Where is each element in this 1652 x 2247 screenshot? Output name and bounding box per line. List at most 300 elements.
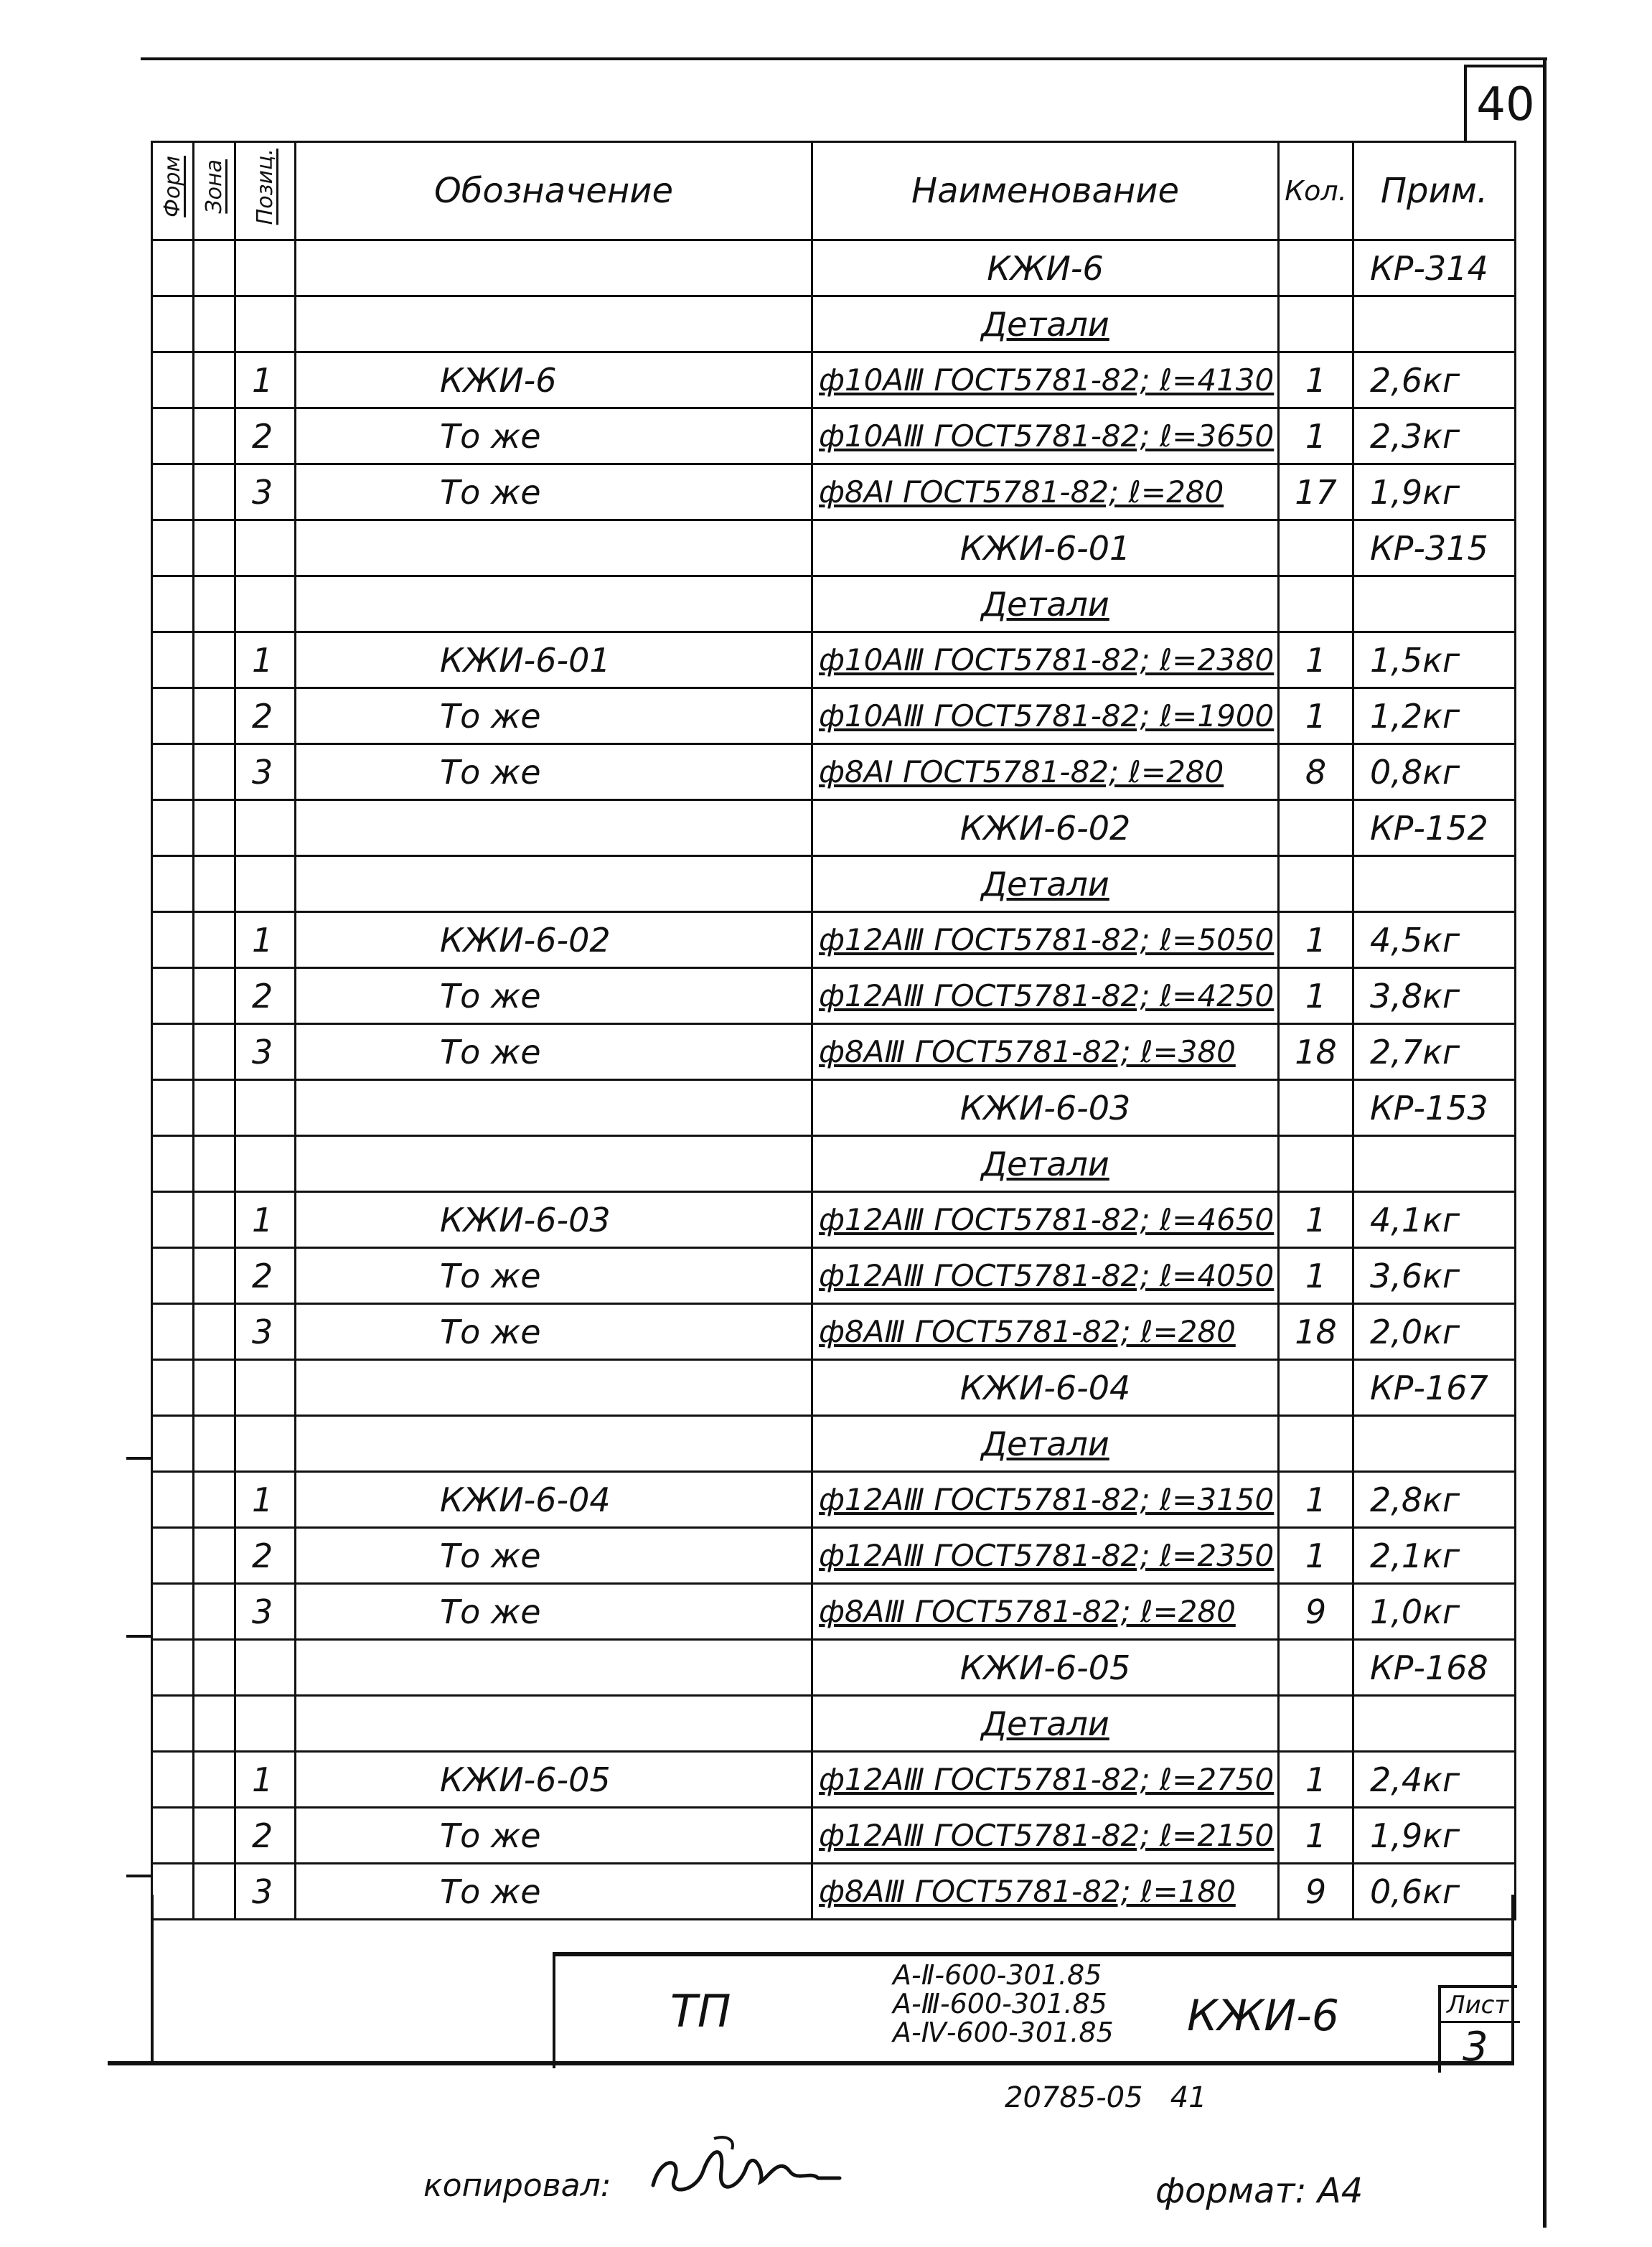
cell-qty	[1279, 968, 1353, 1024]
cell-position	[235, 352, 296, 408]
cell-note	[1353, 240, 1516, 296]
cell-qty	[1279, 632, 1353, 688]
cell-note	[1353, 1192, 1516, 1248]
cell-name-text: ф12АⅢ ГОСТ5781-82; ℓ=2150	[819, 1818, 1275, 1853]
cell-qty-text: 1	[1305, 1760, 1327, 1799]
table-row	[152, 912, 1516, 968]
cell-name-text: ф8АⅢ ГОСТ5781-82; ℓ=380	[819, 1034, 1236, 1069]
cell-note	[1353, 408, 1516, 464]
cell-zone	[194, 1304, 235, 1360]
cell-qty-text: 1	[1305, 696, 1327, 736]
cell-form	[152, 968, 194, 1024]
cell-note-text: 1,9кг	[1370, 472, 1460, 512]
cell-name	[812, 1416, 1279, 1472]
cell-qty	[1279, 1808, 1353, 1864]
stamp-document: КЖИ-6	[1187, 1991, 1339, 2041]
cell-qty-text: 1	[1305, 416, 1327, 456]
header-zone: Зона	[194, 142, 235, 240]
cell-name	[812, 1584, 1279, 1640]
cell-qty	[1279, 1304, 1353, 1360]
cell-qty-text: 18	[1295, 1032, 1337, 1071]
cell-name-text: ф12АⅢ ГОСТ5781-82; ℓ=2750	[819, 1762, 1275, 1797]
cell-position	[235, 1584, 296, 1640]
cell-note-text: 2,6кг	[1370, 360, 1460, 400]
cell-qty	[1279, 856, 1353, 912]
header-note: Прим.	[1353, 142, 1516, 240]
cell-note	[1353, 688, 1516, 744]
cell-zone	[194, 1752, 235, 1808]
cell-note	[1353, 1808, 1516, 1864]
cell-qty-text: 17	[1295, 472, 1337, 512]
cell-note-text: 1,5кг	[1370, 640, 1460, 680]
cell-zone	[194, 1864, 235, 1920]
cell-name-text: Детали	[981, 584, 1109, 624]
cell-position	[235, 576, 296, 632]
cell-designation-text: КЖИ-6-02	[440, 920, 611, 960]
cell-form	[152, 1024, 194, 1080]
cell-name-text: ф12АⅢ ГОСТ5781-82; ℓ=4250	[819, 978, 1275, 1013]
cell-designation	[296, 520, 812, 576]
cell-form	[152, 1584, 194, 1640]
cell-name-text: ф8АⅢ ГОСТ5781-82; ℓ=280	[819, 1594, 1236, 1629]
cell-name-text: ф12АⅢ ГОСТ5781-82; ℓ=4050	[819, 1258, 1275, 1293]
table-row	[152, 1304, 1516, 1360]
cell-name	[812, 1248, 1279, 1304]
cell-note	[1353, 1248, 1516, 1304]
cell-qty	[1279, 1472, 1353, 1528]
cell-name	[812, 1192, 1279, 1248]
cell-note	[1353, 856, 1516, 912]
cell-note	[1353, 1080, 1516, 1136]
cell-name-text: КЖИ-6-02	[959, 808, 1131, 848]
cell-form	[152, 1136, 194, 1192]
cell-qty	[1279, 408, 1353, 464]
cell-form	[152, 1080, 194, 1136]
cell-qty	[1279, 520, 1353, 576]
cell-note-text: 0,6кг	[1370, 1872, 1460, 1911]
cell-note-text: 0,8кг	[1370, 752, 1460, 792]
table-row	[152, 1416, 1516, 1472]
cell-position	[235, 464, 296, 520]
cell-note	[1353, 800, 1516, 856]
cell-note-text: КР-167	[1370, 1368, 1488, 1407]
cell-designation-text: То же	[440, 976, 541, 1015]
table-row	[152, 1360, 1516, 1416]
cell-note-text: 3,8кг	[1370, 976, 1460, 1015]
cell-note-text: КР-152	[1370, 808, 1488, 848]
table-row	[152, 1640, 1516, 1696]
cell-name	[812, 856, 1279, 912]
table-row	[152, 800, 1516, 856]
cell-note-text: КР-153	[1370, 1088, 1488, 1127]
cell-name	[812, 1472, 1279, 1528]
cell-position	[235, 408, 296, 464]
cell-designation-text: То же	[440, 1592, 541, 1631]
cell-designation	[296, 1640, 812, 1696]
cell-zone	[194, 1248, 235, 1304]
cell-form	[152, 744, 194, 800]
stamp-code: А-Ⅲ-600-301.85	[893, 1988, 1107, 2020]
cell-position	[235, 1024, 296, 1080]
cell-name	[812, 296, 1279, 352]
table-row	[152, 1808, 1516, 1864]
cell-position	[235, 1136, 296, 1192]
table-row	[152, 352, 1516, 408]
cell-position	[235, 1360, 296, 1416]
cell-qty	[1279, 1696, 1353, 1752]
table-row	[152, 688, 1516, 744]
cell-form	[152, 1416, 194, 1472]
cell-position	[235, 1472, 296, 1528]
cell-designation	[296, 1080, 812, 1136]
cell-designation-text: То же	[440, 1312, 541, 1351]
cell-note-text: 2,4кг	[1370, 1760, 1460, 1799]
cell-name-text: ф12АⅢ ГОСТ5781-82; ℓ=4650	[819, 1202, 1275, 1237]
cell-note	[1353, 576, 1516, 632]
table-row	[152, 408, 1516, 464]
cell-position-text: 1	[252, 920, 273, 960]
cell-form	[152, 688, 194, 744]
table-row	[152, 1528, 1516, 1584]
cell-form	[152, 1360, 194, 1416]
cell-zone	[194, 576, 235, 632]
cell-designation-text: КЖИ-6-03	[440, 1200, 611, 1239]
cell-note	[1353, 1752, 1516, 1808]
cell-designation-text: КЖИ-6-04	[440, 1480, 611, 1519]
cell-name	[812, 464, 1279, 520]
cell-qty-text: 1	[1305, 920, 1327, 960]
cell-note-text: 2,7кг	[1370, 1032, 1460, 1071]
cell-designation-text: То же	[440, 416, 541, 456]
cell-note-text: 3,6кг	[1370, 1256, 1460, 1295]
cell-qty	[1279, 1640, 1353, 1696]
cell-name-text: Детали	[981, 1424, 1109, 1463]
cell-name-text: ф8АⅢ ГОСТ5781-82; ℓ=180	[819, 1874, 1236, 1909]
table-row	[152, 1696, 1516, 1752]
cell-qty	[1279, 1024, 1353, 1080]
cell-name-text: КЖИ-6	[987, 248, 1104, 288]
cell-designation	[296, 464, 812, 520]
cell-designation	[296, 1024, 812, 1080]
cell-designation-text: То же	[440, 1872, 541, 1911]
cell-note	[1353, 464, 1516, 520]
cell-note	[1353, 912, 1516, 968]
cell-qty	[1279, 1864, 1353, 1920]
cell-name-text: ф8АI ГОСТ5781-82; ℓ=280	[819, 754, 1224, 789]
cell-zone	[194, 856, 235, 912]
cell-note-text: КР-315	[1370, 528, 1488, 568]
cell-position	[235, 688, 296, 744]
cell-position	[235, 1304, 296, 1360]
cell-qty	[1279, 1584, 1353, 1640]
cell-designation	[296, 408, 812, 464]
cell-qty	[1279, 352, 1353, 408]
cell-zone	[194, 1584, 235, 1640]
header-qty: Кол.	[1279, 142, 1353, 240]
cell-form	[152, 464, 194, 520]
cell-form	[152, 1696, 194, 1752]
cell-name	[812, 1136, 1279, 1192]
cell-qty-text: 1	[1305, 1536, 1327, 1575]
table-header-row	[152, 142, 1516, 240]
cell-name-text: ф10АⅢ ГОСТ5781-82; ℓ=1900	[819, 698, 1275, 733]
cell-designation	[296, 576, 812, 632]
cell-name	[812, 912, 1279, 968]
cell-note-text: 2,3кг	[1370, 416, 1460, 456]
cell-form	[152, 1304, 194, 1360]
cell-designation	[296, 1528, 812, 1584]
cell-position	[235, 1080, 296, 1136]
cell-zone	[194, 352, 235, 408]
cell-note-text: 4,5кг	[1370, 920, 1460, 960]
cell-note-text: 1,2кг	[1370, 696, 1460, 736]
stamp-sheet-box	[1438, 1985, 1517, 2073]
cell-designation-text: То же	[440, 1032, 541, 1071]
cell-name-text: КЖИ-6-01	[959, 528, 1131, 568]
cell-name	[812, 744, 1279, 800]
cell-note	[1353, 968, 1516, 1024]
cell-position	[235, 856, 296, 912]
cell-position-text: 2	[252, 1256, 273, 1295]
cell-form	[152, 352, 194, 408]
cell-note	[1353, 632, 1516, 688]
cell-position-text: 2	[252, 1816, 273, 1855]
cell-form	[152, 240, 194, 296]
cell-form	[152, 408, 194, 464]
cell-name-text: ф10АⅢ ГОСТ5781-82; ℓ=2380	[819, 642, 1275, 677]
cell-position	[235, 1248, 296, 1304]
cell-name	[812, 408, 1279, 464]
cell-name	[812, 1640, 1279, 1696]
stamp-sheet-divider	[1441, 2021, 1520, 2023]
cell-note	[1353, 1864, 1516, 1920]
cell-name	[812, 632, 1279, 688]
table-row	[152, 744, 1516, 800]
cell-position-text: 1	[252, 1200, 273, 1239]
page-number: 40	[1464, 65, 1544, 142]
stamp-sheet-number: 3	[1463, 2024, 1488, 2070]
cell-position	[235, 632, 296, 688]
cell-designation	[296, 968, 812, 1024]
specification-table	[151, 141, 1516, 1920]
cell-zone	[194, 464, 235, 520]
cell-zone	[194, 1696, 235, 1752]
cell-position-text: 1	[252, 1760, 273, 1799]
cell-designation	[296, 856, 812, 912]
signature-image	[646, 2128, 847, 2207]
stamp-tp: ТП	[670, 1985, 731, 2037]
cell-note	[1353, 744, 1516, 800]
cell-position-text: 3	[252, 752, 273, 792]
cell-name	[812, 520, 1279, 576]
cell-note-text: КР-168	[1370, 1648, 1488, 1687]
cell-note	[1353, 520, 1516, 576]
cell-name	[812, 1304, 1279, 1360]
cell-note	[1353, 296, 1516, 352]
cell-name-text: ф12АⅢ ГОСТ5781-82; ℓ=3150	[819, 1482, 1275, 1517]
table-row	[152, 856, 1516, 912]
table-row	[152, 1136, 1516, 1192]
cell-designation-text: То же	[440, 472, 541, 512]
cell-qty-text: 1	[1305, 1480, 1327, 1519]
cell-zone	[194, 1360, 235, 1416]
table-row	[152, 1584, 1516, 1640]
cell-name	[812, 240, 1279, 296]
cell-zone	[194, 296, 235, 352]
cell-qty	[1279, 1136, 1353, 1192]
table-row	[152, 1472, 1516, 1528]
cell-name-text: Детали	[981, 1704, 1109, 1743]
cell-name-text: Детали	[981, 1144, 1109, 1183]
right-border-line	[1543, 60, 1547, 2228]
cell-form	[152, 1472, 194, 1528]
cell-designation	[296, 1864, 812, 1920]
cell-zone	[194, 520, 235, 576]
cell-designation	[296, 240, 812, 296]
cell-position-text: 1	[252, 640, 273, 680]
cell-name-text: Детали	[981, 304, 1109, 344]
cell-position	[235, 1640, 296, 1696]
cell-position	[235, 912, 296, 968]
cell-qty	[1279, 1752, 1353, 1808]
cell-zone	[194, 1080, 235, 1136]
cell-qty	[1279, 464, 1353, 520]
cell-note-text: 1,0кг	[1370, 1592, 1460, 1631]
cell-qty-text: 1	[1305, 1256, 1327, 1295]
cell-zone	[194, 1472, 235, 1528]
top-border-line	[141, 57, 1547, 60]
cell-qty	[1279, 1416, 1353, 1472]
cell-form	[152, 1808, 194, 1864]
cell-form	[152, 912, 194, 968]
table-row	[152, 1248, 1516, 1304]
cell-qty-text: 1	[1305, 1816, 1327, 1855]
cell-name	[812, 576, 1279, 632]
cell-note	[1353, 1416, 1516, 1472]
cell-zone	[194, 800, 235, 856]
header-position: Позиц.	[235, 142, 296, 240]
cell-zone	[194, 968, 235, 1024]
table-row	[152, 1864, 1516, 1920]
table-row	[152, 632, 1516, 688]
cell-position-text: 3	[252, 1592, 273, 1631]
cell-position	[235, 240, 296, 296]
cell-designation	[296, 352, 812, 408]
cell-position	[235, 968, 296, 1024]
cell-name	[812, 800, 1279, 856]
table-row	[152, 1192, 1516, 1248]
copied-label: копировал:	[423, 2167, 611, 2204]
cell-form	[152, 856, 194, 912]
cell-qty	[1279, 912, 1353, 968]
archive-number: 20785-05 41	[1005, 2081, 1207, 2114]
cell-designation	[296, 800, 812, 856]
cell-position-text: 2	[252, 976, 273, 1015]
cell-form	[152, 576, 194, 632]
cell-qty	[1279, 688, 1353, 744]
cell-zone	[194, 1024, 235, 1080]
cell-zone	[194, 1416, 235, 1472]
cell-designation-text: То же	[440, 752, 541, 792]
cell-note	[1353, 1472, 1516, 1528]
format-label: формат: А4	[1155, 2171, 1364, 2211]
cell-qty-text: 1	[1305, 1200, 1327, 1239]
cell-qty	[1279, 1192, 1353, 1248]
cell-name	[812, 1360, 1279, 1416]
cell-note	[1353, 1024, 1516, 1080]
table-row	[152, 1080, 1516, 1136]
cell-zone	[194, 408, 235, 464]
cell-designation-text: То же	[440, 1256, 541, 1295]
cell-name-text: КЖИ-6-05	[959, 1648, 1131, 1687]
cell-qty-text: 9	[1305, 1872, 1327, 1911]
cell-zone	[194, 688, 235, 744]
cell-name	[812, 1808, 1279, 1864]
cell-position	[235, 296, 296, 352]
cell-form	[152, 1752, 194, 1808]
cell-form	[152, 296, 194, 352]
cell-form	[152, 520, 194, 576]
cell-designation	[296, 1192, 812, 1248]
cell-position-text: 1	[252, 360, 273, 400]
cell-qty-text: 1	[1305, 640, 1327, 680]
cell-designation	[296, 1808, 812, 1864]
cell-designation	[296, 1136, 812, 1192]
cell-zone	[194, 912, 235, 968]
cell-note-text: 2,1кг	[1370, 1536, 1460, 1575]
cell-position	[235, 1864, 296, 1920]
cell-form	[152, 1192, 194, 1248]
cell-note	[1353, 1136, 1516, 1192]
cell-qty	[1279, 1248, 1353, 1304]
cell-position-text: 3	[252, 1032, 273, 1071]
left-margin-tick	[126, 1457, 152, 1460]
cell-note	[1353, 1640, 1516, 1696]
cell-position	[235, 800, 296, 856]
cell-name	[812, 688, 1279, 744]
cell-designation	[296, 1584, 812, 1640]
cell-form	[152, 1528, 194, 1584]
cell-qty-text: 9	[1305, 1592, 1327, 1631]
cell-designation-text: То же	[440, 696, 541, 736]
left-margin-tick	[126, 1635, 152, 1638]
cell-qty	[1279, 1528, 1353, 1584]
header-form: Форм	[152, 142, 194, 240]
cell-zone	[194, 744, 235, 800]
left-margin-tick	[126, 1875, 152, 1877]
cell-designation	[296, 688, 812, 744]
table-row	[152, 464, 1516, 520]
title-block-stamp	[553, 1952, 1514, 2068]
cell-position-text: 2	[252, 416, 273, 456]
cell-zone	[194, 632, 235, 688]
cell-position	[235, 1416, 296, 1472]
cell-position-text: 1	[252, 1480, 273, 1519]
cell-name-text: Детали	[981, 864, 1109, 904]
cell-designation	[296, 632, 812, 688]
stamp-code: А-Ⅱ-600-301.85	[893, 1959, 1102, 1991]
cell-designation	[296, 744, 812, 800]
cell-position-text: 3	[252, 472, 273, 512]
cell-name-text: ф10АⅢ ГОСТ5781-82; ℓ=4130	[819, 362, 1275, 398]
stamp-code: А-Ⅳ-600-301.85	[893, 2017, 1114, 2048]
cell-qty	[1279, 744, 1353, 800]
cell-position-text: 3	[252, 1872, 273, 1911]
cell-name	[812, 1696, 1279, 1752]
cell-zone	[194, 1528, 235, 1584]
cell-qty-text: 18	[1295, 1312, 1337, 1351]
cell-name-text: ф12АⅢ ГОСТ5781-82; ℓ=2350	[819, 1538, 1275, 1573]
